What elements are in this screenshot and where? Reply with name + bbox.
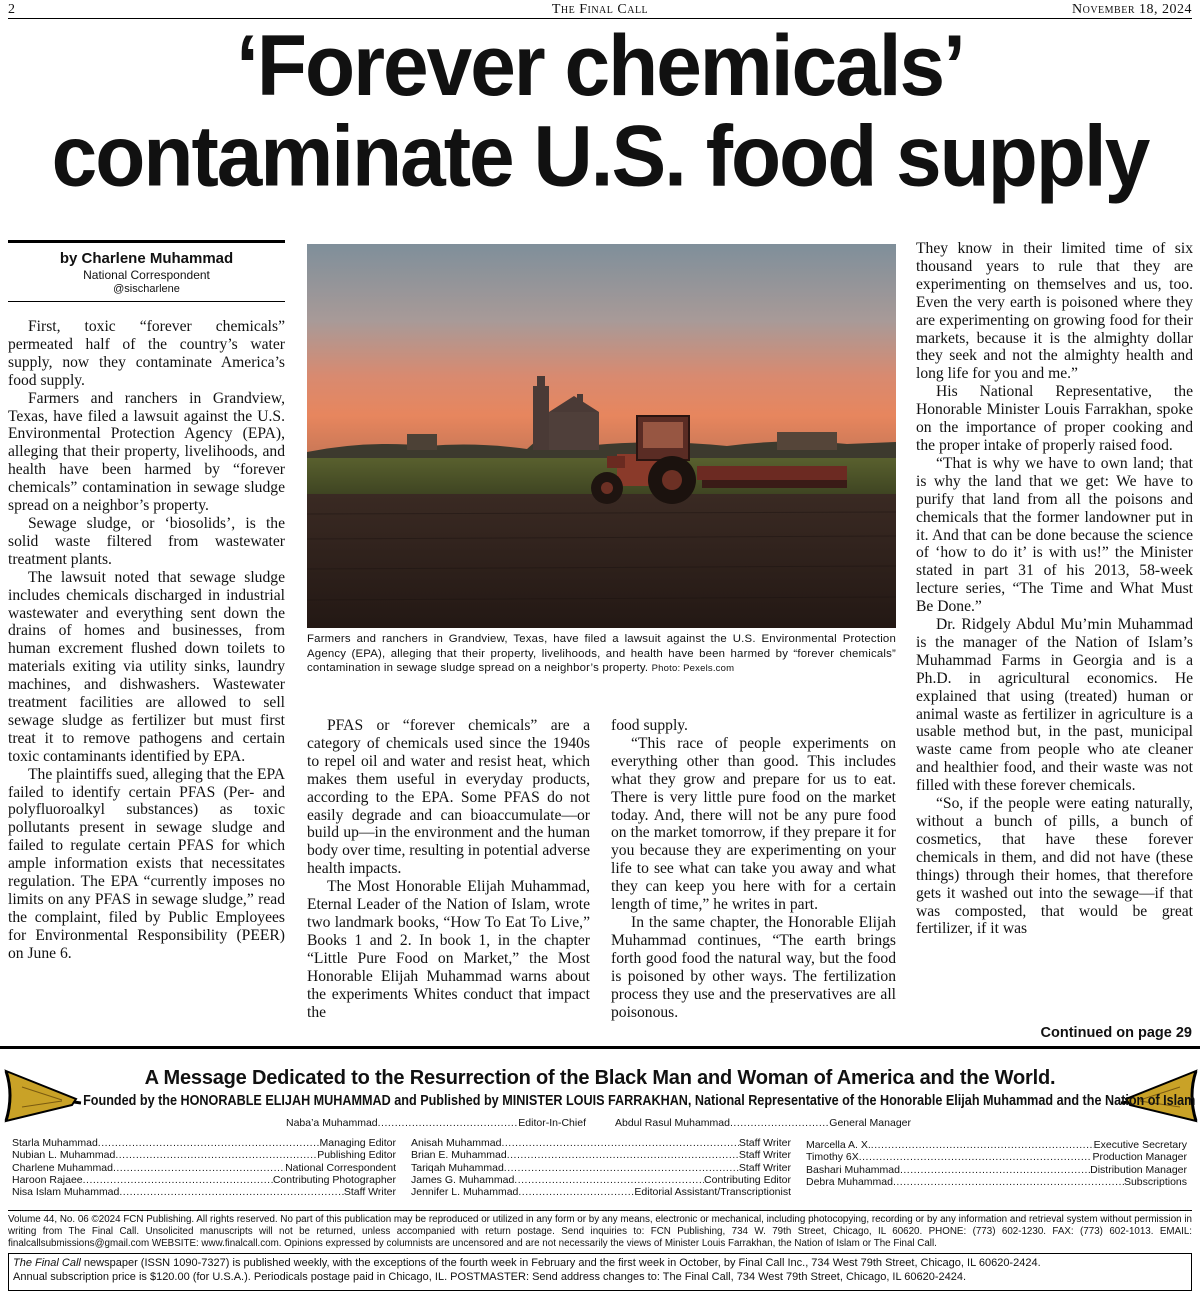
staff-list-2	[411, 1137, 791, 1198]
staff-general-manager: Abdul Rasul Muhammad ..... General Manager	[615, 1117, 911, 1129]
staff-row: Starla Muhammad ..... Managing Editor	[12, 1137, 396, 1149]
founded-text: Founded by the HONORABLE ELIJAH MUHAMMAD and Published by MINISTER LOUIS FARRAKHAN, National Representative of the Honorable Elijah Muhammad and the Nation of Islam	[83, 1093, 1196, 1109]
caption-text: Farmers and ranchers in Grandview, Texas, have filed a lawsuit against the U.S. Environmental Protection Agency (EPA), alleging that their property, livelihoods, and health have been harmed by “forever chemicals” contamination in sewage sludge spread on a neighbor’s property.	[307, 633, 896, 674]
staff-list-1	[12, 1137, 396, 1198]
article-column-3	[611, 717, 896, 1047]
staff-row: Nubian L. Muhammad ..... Publishing Editor	[12, 1149, 396, 1161]
paragraph: “So, if the people were eating naturally, without a bunch of pills, a bunch of cosmetics, that have these forever chemicals in them, and did not have (these things) through their homes, that therefore gets it washed out into the sewage—if that was composted, that would be great fertilizer, if it was	[916, 795, 1193, 938]
paragraph: The lawsuit noted that sewage sludge includes chemicals discharged in industrial wastewater and everything sent down the drains of homes and businesses, from human excrement flushed down toilets to materials exiting via utility sinks, laundry machines, and dishwashers. Wastewater treatment facilities are allowed to sell sewage sludge as fertilizer but must first treat it to remove pathogens and certain toxic contaminants identified by EPA.	[8, 568, 285, 765]
staff-row: Debra Muhammad ..... Subscriptions	[806, 1176, 1187, 1188]
headline-line-2: contaminate U.S. food supply	[51, 108, 1149, 205]
staff-editor-in-chief: Naba’a Muhammad ..... Editor-In-Chief	[286, 1117, 586, 1129]
paragraph: First, toxic “forever chemicals” permeated half of the country’s water supply, now they contaminate America’s food supply.	[8, 318, 285, 389]
staff-row: Brian E. Muhammad ..... Staff Writer	[411, 1149, 791, 1161]
article-column-2	[307, 717, 590, 1047]
article-column-1	[8, 318, 285, 1046]
page-number: 2	[8, 2, 15, 17]
photo-caption	[307, 632, 896, 677]
paragraph: In the same chapter, the Honorable Elijah Muhammad continues, “The earth brings forth good food the natural way, but the food is poisoned by other ways. The fertilization process they use and the preservatives are all poisonous.	[611, 913, 896, 1021]
byline-handle: @sischarlene	[113, 283, 180, 295]
article-photo	[307, 244, 896, 628]
paragraph: The plaintiffs sued, alleging that the EPA failed to identify certain PFAS (Per- and polyfluoroalkyl substances) as toxic pollutants present in sewage sludge and failed to regulate certain PFAS for which ample information exists that necessitates regulation. The EPA “currently imposes no limits on any PFAS in sewage sludge,” read the complaint, filed by Public Employees for Environmental Responsibility (PEER) on June 6.	[8, 765, 285, 962]
paragraph: PFAS or “forever chemicals” are a category of chemicals used since the 1940s to repel oil and water and resist heat, which makes them useful in everyday products, according to the EPA. Some PFAS do not easily degrade and can bioaccumulate—or build up—in the environment and the human body over time, resulting in potential adverse health impacts.	[307, 717, 590, 878]
byline-title: National Correspondent	[83, 268, 210, 282]
paragraph: Dr. Ridgely Abdul Mu’min Muhammad is the manager of the Nation of Islam’s Muhammad Farms in Georgia and is a Ph.D. in agricultural economics. He explained that using (treated) human or animal waste as fertilizer in agriculture is a usable method but, in the past, municipal waste came from people who ate cleaner and healthier food, and their waste was not filled with these forever chemicals.	[916, 616, 1193, 795]
subscription-box	[8, 1253, 1192, 1291]
paragraph: They know in their limited time of six thousand years to rule that they are experimenting on themselves and us, too. Even the very earth is poisoned where they are experimenting on growing food for their markets, because it is the almighty dollar they seek and not the almighty health and long life for you and me.”	[916, 240, 1193, 383]
staff-row: Haroon Rajaee ..... Contributing Photographer	[12, 1174, 396, 1186]
publication-name: The Final Call	[551, 2, 649, 17]
staff-row: Timothy 6X ..... Production Manager	[806, 1151, 1187, 1163]
issue-date: November 18, 2024	[1071, 2, 1192, 17]
masthead-founded-line	[0, 1093, 1200, 1109]
byline	[8, 240, 285, 302]
paragraph: “That is why we have to own land; that is why the land that we get: We have to purify that land from all the poisons and chemicals that the former landowner put in it. And that can be done because the science of ‘how to do it’ is with us!” the Minister stated in part 31 of his 2013, 58-week lecture series, “The Time and What Must Be Done.”	[916, 454, 1193, 616]
subscription-line-1: The Final Call newspaper (ISSN 1090-7327) is published weekly, with the exceptions of the fourth week in February and the first week in October, by Final Call Inc., 734 West 79th Street, Chicago, IL 60620-2424.	[13, 1257, 1041, 1269]
staff-row: Marcella A. X. ..... Executive Secretary	[806, 1139, 1187, 1151]
continued-jump-line: Continued on page 29	[1040, 1025, 1192, 1041]
tractor-field-image	[307, 244, 896, 628]
paragraph: Farmers and ranchers in Grandview, Texas, have filed a lawsuit against the U.S. Environmental Protection Agency (EPA), alleging that their property, livelihoods, and health have been harmed by “forever chemicals” contamination in sewage sludge spread on a neighbor’s property.	[8, 389, 285, 515]
staff-row: Jennifer L. Muhammad ..... Editorial Assistant/Transcriptionist	[411, 1186, 791, 1198]
byline-author: by Charlene Muhammad	[59, 250, 234, 267]
paragraph: The Most Honorable Elijah Muhammad, Eternal Leader of the Nation of Islam, wrote two landmark books, “How To Eat To Live,” Books 1 and 2. In book 1, in the chapter “Little Pure Food on Market,” the Most Honorable Elijah Muhammad warns about the experiments Whites conduct that impact the	[307, 878, 590, 1021]
masthead	[0, 1046, 1200, 1210]
paragraph: “This race of people experiments on everything other than good. This includes what they grow and prepare for us to eat. There is very little pure food on the market today. And, there will not be any pure food on the market tomorrow, if they prepare it for you because they are experimenting on your life to see what can take you away and what they can keep you here with for a certain length of time,” he writes in part.	[611, 734, 896, 914]
masthead-tagline: A Message Dedicated to the Resurrection of the Black Man and Woman of America and the World.	[144, 1067, 1056, 1089]
paragraph: Sewage sludge, or ‘biosolids’, is the solid waste filtered from wastewater treatment plants.	[8, 514, 285, 568]
staff-row: Tariqah Muhammad ..... Staff Writer	[411, 1162, 791, 1174]
paragraph: food supply.	[611, 717, 688, 734]
running-head	[8, 2, 1192, 19]
legal-notice: Volume 44, No. 06 ©2024 FCN Publishing. All rights reserved. No part of this publication may be reproduced or utilized in any form or by any means, electronic or mechanical, including photocopying, recording or by any information and retrieval system without permission in writing from The Final Call. Unsolicited manuscripts will not be returned, unless accompanied with return postage. Send inquiries to: FCN Publishing, 734 W. 79th Street, Chicago, IL 60620. PHONE: (773) 602-1230. FAX: (773) 602-1013. EMAIL: finalcallsubmissions@gmail.com WEBSITE: www.finalcall.com. Opinions expressed by columnists are uncensored and are not necessarily the views of Minister Louis Farrakhan, the Nation of Islam or The Final Call.	[8, 1210, 1192, 1250]
headline-line-1: ‘Forever chemicals’	[236, 18, 964, 115]
staff-list-3	[806, 1139, 1187, 1188]
paper-name: The Final Call	[13, 1257, 81, 1269]
staff-row: James G. Muhammad ..... Contributing Editor	[411, 1174, 791, 1186]
staff-row: Bashari Muhammad ..... Distribution Manager	[806, 1164, 1187, 1176]
photo-credit: Photo: Pexels.com	[651, 663, 735, 674]
staff-row: Nisa Islam Muhammad ..... Staff Writer	[12, 1186, 396, 1198]
staff-row: Anisah Muhammad ..... Staff Writer	[411, 1137, 791, 1149]
subscription-line-2: Annual subscription price is $120.00 (for U.S.A.). Periodicals postage paid in Chicago, IL. POSTMASTER: Send address changes to: The Final Call, 734 West 79th Street, Chicago, IL 60620-2424.	[13, 1270, 967, 1283]
staff-row: Charlene Muhammad ..... National Correspondent	[12, 1162, 396, 1174]
article-column-4	[916, 240, 1193, 1022]
headline	[0, 18, 1200, 205]
paragraph: His National Representative, the Honorable Minister Louis Farrakhan, spoke on the importance of proper cooking and the proper intake of properly raised food.	[916, 383, 1193, 454]
